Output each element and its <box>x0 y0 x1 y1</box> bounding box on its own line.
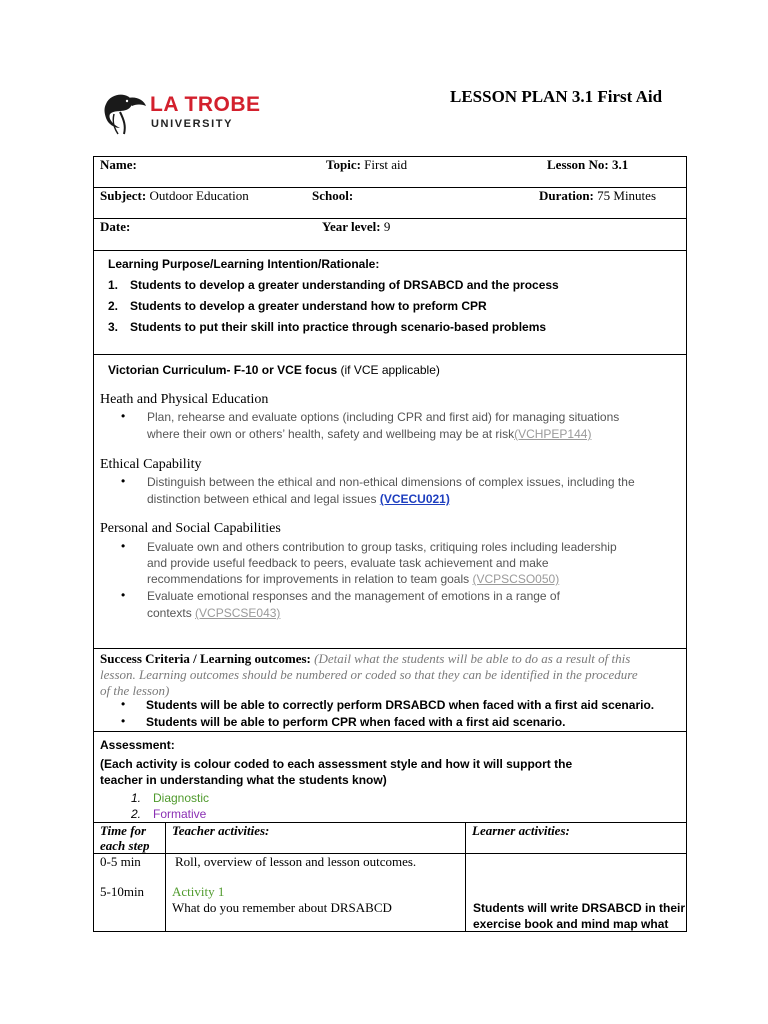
name-field <box>100 157 137 173</box>
list-number: 3. <box>108 320 119 334</box>
curriculum-heading-text: Victorian Curriculum- F-10 or VCE focus <box>108 363 338 377</box>
date-label: Date: <box>100 219 131 234</box>
lyrebird-icon <box>100 90 150 136</box>
ethical-title: Ethical Capability <box>100 457 202 472</box>
subject-value: Outdoor Education <box>149 188 249 203</box>
year-level-field <box>322 219 390 235</box>
table-cell-time: 0-5 min <box>100 854 141 869</box>
ethical-text-line2: distinction between ethical and legal issues <box>147 492 377 506</box>
ethical-text <box>147 492 450 506</box>
name-label: Name: <box>100 157 137 172</box>
table-column-divider <box>465 822 466 932</box>
la-trobe-logo <box>100 90 280 136</box>
school-label: School: <box>312 188 354 203</box>
table-header-time <box>100 823 149 853</box>
assessment-description: (Each activity is colour coded to each assessment style and how it will support the <box>100 757 573 771</box>
topic-label: Topic: <box>326 157 361 172</box>
table-cell-learner: Students will write DRSABCD in their <box>473 901 686 915</box>
purpose-item <box>108 320 546 334</box>
assessment-style <box>131 807 206 821</box>
list-number: 2. <box>108 299 119 313</box>
personal-text-line2: contexts <box>147 606 192 620</box>
page-title: LESSON PLAN 3.1 First Aid <box>450 87 663 106</box>
purpose-item <box>108 278 559 292</box>
success-note: of the lesson) <box>100 683 170 698</box>
duration-label: Duration: <box>539 188 594 203</box>
year-level-value: 9 <box>383 219 391 234</box>
table-header-time-line2: each step <box>100 838 150 853</box>
diagnostic-label: Diagnostic <box>153 791 210 805</box>
success-note: lesson. Learning outcomes should be numbered or coded so that they can be identified in the procedure <box>100 667 638 682</box>
bullet-icon: • <box>121 409 126 423</box>
list-number: 1. <box>108 278 119 292</box>
success-item: Students will be able to perform CPR when faced with a first aid scenario. <box>146 715 566 729</box>
hpe-text-line2: where their own or others’ health, safety and wellbeing may be at risk <box>147 427 515 441</box>
personal-text <box>147 606 280 620</box>
lesson-number-label: Lesson No: <box>547 157 609 172</box>
row-divider <box>93 250 687 251</box>
purpose-item-text: Students to put their skill into practice through scenario-based problems <box>130 320 547 334</box>
row-divider <box>93 731 687 732</box>
row-divider <box>93 648 687 649</box>
subject-field <box>100 188 249 204</box>
purpose-item-text: Students to develop a greater understanding of DRSABCD and the process <box>130 278 559 292</box>
bullet-icon: • <box>121 474 126 488</box>
school-field <box>312 188 353 204</box>
bullet-icon: • <box>121 539 126 553</box>
assessment-style <box>131 791 209 805</box>
table-header-teacher: Teacher activities: <box>172 823 270 838</box>
purpose-item <box>108 299 487 313</box>
personal-code-link[interactable]: (VCPSCSO050) <box>472 572 560 586</box>
personal-title: Personal and Social Capabilities <box>100 521 281 536</box>
hpe-text: Plan, rehearse and evaluate options (including CPR and first aid) for managing situations <box>147 410 620 424</box>
topic-field <box>326 157 407 173</box>
personal-text: Evaluate emotional responses and the management of emotions in a range of <box>147 589 560 603</box>
duration-field <box>539 188 656 204</box>
bullet-icon: • <box>121 697 126 711</box>
date-field <box>100 219 130 235</box>
ethical-code-link[interactable]: (VCECU021) <box>379 492 450 506</box>
bullet-icon: • <box>121 714 126 728</box>
curriculum-heading <box>108 363 440 377</box>
list-number: 1. <box>131 791 142 805</box>
activity-label: Activity 1 <box>172 884 225 899</box>
table-cell-time: 5-10min <box>100 884 145 899</box>
logo-subtitle: UNIVERSITY <box>151 118 234 130</box>
hpe-title: Heath and Physical Education <box>100 392 269 407</box>
success-label: Success Criteria / Learning outcomes: <box>100 651 311 666</box>
topic-value: First aid <box>364 157 408 172</box>
lesson-number-value: 3.1 <box>612 157 629 172</box>
success-heading <box>100 651 630 667</box>
table-column-divider <box>165 822 166 932</box>
personal-text <box>147 572 559 586</box>
purpose-item-text: Students to develop a greater understand how to preform CPR <box>130 299 487 313</box>
personal-text-line3: recommendations for improvements in relation to team goals <box>147 572 470 586</box>
duration-value: 75 Minutes <box>597 188 657 203</box>
row-divider <box>93 354 687 355</box>
formative-label: Formative <box>153 807 207 821</box>
logo-wordmark: LA TROBE <box>150 93 261 116</box>
success-note: (Detail what the students will be able to do as a result of this <box>314 651 631 666</box>
ethical-text: Distinguish between the ethical and non-ethical dimensions of complex issues, including the <box>147 475 635 489</box>
bullet-icon: • <box>121 588 126 602</box>
lesson-number-field <box>547 157 628 173</box>
hpe-text <box>147 427 591 441</box>
personal-text: Evaluate own and others contribution to group tasks, critiquing roles including leadership <box>147 540 617 554</box>
table-header-learner: Learner activities: <box>472 823 570 838</box>
purpose-heading: Learning Purpose/Learning Intention/Rationale: <box>108 257 380 271</box>
success-item: Students will be able to correctly perform DRSABCD when faced with a first aid scenario. <box>146 698 655 712</box>
year-level-label: Year level: <box>322 219 381 234</box>
table-header-time-line1: Time for <box>100 823 147 838</box>
hpe-code-link[interactable]: (VCHPEP144) <box>514 427 592 441</box>
table-cell-learner: exercise book and mind map what <box>473 917 669 931</box>
personal-text: and provide useful feedback to peers, evaluate task achievement and make <box>147 556 549 570</box>
personal-code-link[interactable]: (VCPSCSE043) <box>195 606 281 620</box>
table-cell-teacher: Roll, overview of lesson and lesson outcomes. <box>175 854 417 869</box>
assessment-description: teacher in understanding what the students know) <box>100 773 387 787</box>
table-cell-teacher: What do you remember about DRSABCD <box>172 900 392 915</box>
assessment-heading: Assessment: <box>100 738 175 752</box>
curriculum-heading-suffix: (if VCE applicable) <box>340 363 440 377</box>
subject-label: Subject: <box>100 188 147 203</box>
list-number: 2. <box>131 807 142 821</box>
